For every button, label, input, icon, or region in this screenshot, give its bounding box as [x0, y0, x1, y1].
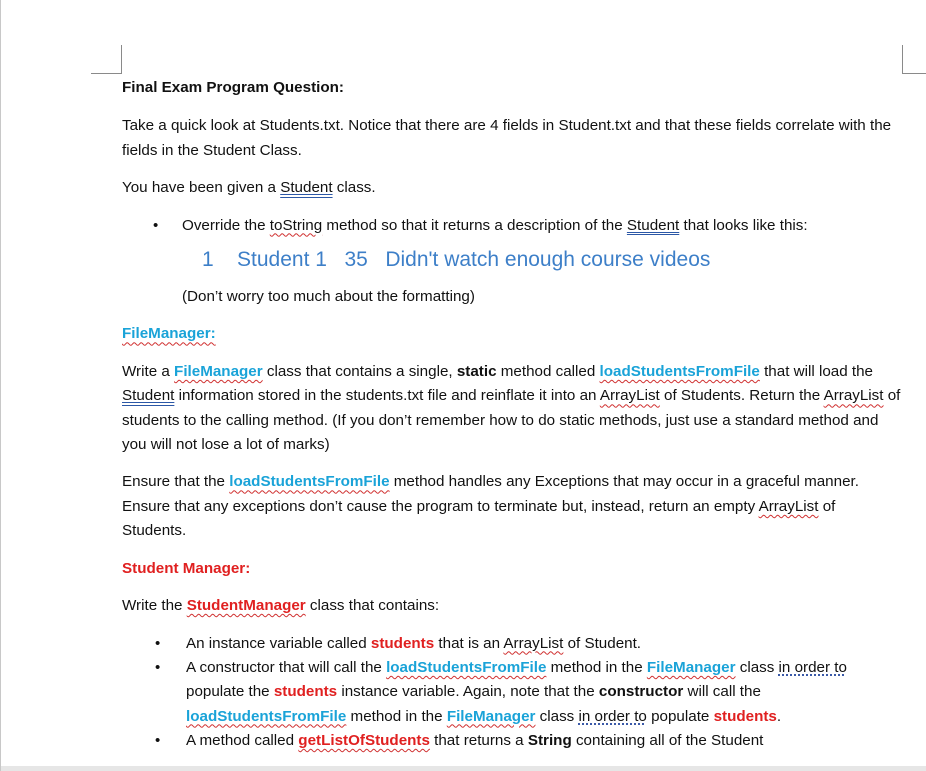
override-list [122, 214, 902, 238]
student-manager-heading: Student Manager: [122, 559, 251, 577]
margin-corner-top-right [902, 45, 926, 74]
filemanager-paragraph-2: Ensure that the loadStudentsFromFile method handles any Exceptions that may occur in a graceful manner. Ensure that any exceptions don’t cause the program to terminate but, instead, return an empty ArrayList of Students. [122, 473, 859, 540]
document-body[interactable] [122, 76, 902, 754]
example-output: 1 Student 1 35 Didn't watch enough course videos [202, 248, 711, 272]
list-item: • A constructor that will call the loadStudentsFromFile method in the FileManager class in order to populate the students instance variable. Again, note that the constructor will call the loadStudentsFromFile method in the FileManager class in order to populate students. [122, 656, 902, 729]
filemanager-paragraph-1: Write a FileManager class that contains a single, static method called loadStudentsFromFile that will load the Student information stored in the students.txt file and reinflate it into an ArrayList of Students. Return the ArrayList of students to the calling method. (If you don’t remember how to do static methods, just use a standard method and you will not lose a lot of marks) [122, 362, 901, 454]
student-manager-list [122, 632, 902, 754]
intro-paragraph: Take a quick look at Students.txt. Notice that there are 4 fields in Student.txt and that these fields correlate with the fields in the Student Class. [122, 117, 892, 159]
filemanager-heading: FileManager: [122, 325, 216, 343]
list-item: • A method called getListOfStudents that returns a String containing all of the Student [122, 729, 902, 753]
format-note: (Don’t worry too much about the formatting) [182, 288, 475, 306]
list-item: • An instance variable called students that is an ArrayList of Student. [122, 632, 902, 656]
horizontal-scrollbar[interactable] [1, 766, 926, 771]
exam-title: Final Exam Program Question: [122, 79, 344, 96]
student-manager-intro: Write the StudentManager class that contains: [122, 597, 440, 615]
given-class-paragraph: You have been given a Student class. [122, 179, 376, 197]
margin-corner-top-left [91, 45, 122, 74]
list-item: • Override the toString method so that it returns a description of the Student that looks like this: [122, 214, 902, 238]
